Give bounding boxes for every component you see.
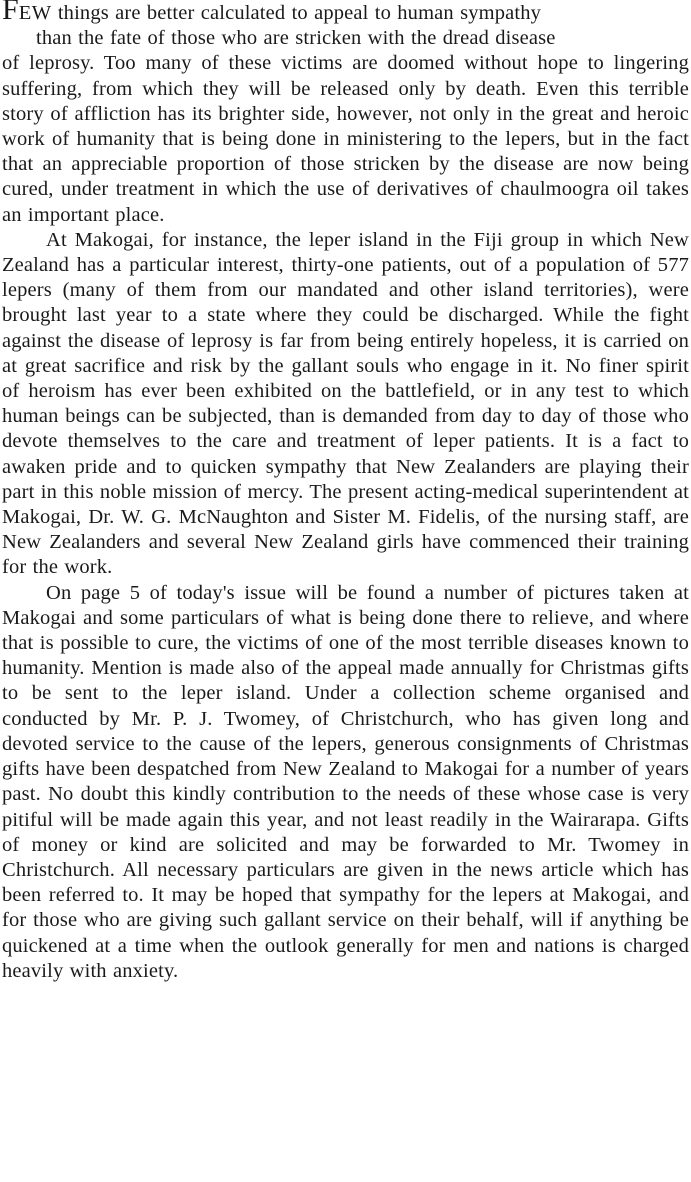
- newspaper-editorial: [2, 0, 689, 984]
- paragraph-intro: [2, 0, 689, 228]
- opening-caps: EW: [18, 2, 52, 24]
- first-line: [2, 0, 689, 26]
- first-line-text: things are better calculated to appeal to human sympathy: [51, 2, 542, 24]
- drop-cap-letter: F: [2, 0, 19, 26]
- second-line-text: than the fate of those who are stricken with the dread disease: [36, 27, 556, 50]
- paragraph-christmas-appeal: On page 5 of today's issue will be found a number of pictures taken at Makogai and some particulars of what is being done there to relieve, and where that is possible to cure, the victims of one of the most terrible diseases known to humanity. Mention is made also of the appeal made annually for Christmas gifts to be sent to the leper island. Under a collection scheme organised and conducted by Mr. P. J. Twomey, of Christchurch, who has given long and devoted service to the cause of the lepers, generous consignments of Christmas gifts have been despatched from New Zealand to Makogai for a number of years past. No doubt this kindly contribution to the needs of these whose case is very pitiful will be made again this year, and not least readily in the Wairarapa. Gifts of money or kind are solicited and may be forwarded to Mr. Twomey in Christchurch. All necessary particulars are given in the news article which has been referred to. It may be hoped that sympathy for the lepers at Makogai, and for those who are giving such gallant service on their behalf, will if anything be quickened at a time when the outlook generally for men and nations is charged heavily with anxiety.: [2, 581, 689, 982]
- paragraph-intro-body: of leprosy. Too many of these victims are doomed without hope to lingering suffering, from which they will be released only by death. Even this terrible story of affliction has its brighter side, however, not only in the great and heroic work of humanity that is being done in ministering to the lepers, but in the fact that an appreciable proportion of those stricken by the disease are now being cured, under treatment in which the use of derivatives of chaulmoogra oil takes an important place.: [2, 52, 689, 226]
- paragraph-makogai: At Makogai, for instance, the leper island in the Fiji group in which New Zealand has a particular interest, thirty-one patients, out of a population of 577 lepers (many of them from our mandated and other island territories), were brought last year to a state where they could be discharged. While the fight against the disease of leprosy is far from being entirely hopeless, it is carried on at great sacrifice and risk by the gallant souls who engage in it. No finer spirit of heroism has ever been exhibited on the battlefield, or in any test to which human beings can be subjected, than is demanded from day to day of those who devote themselves to the care and treatment of leper patients. It is a fact to awaken pride and to quicken sympathy that New Zealanders are playing their part in this noble mission of mercy. The present acting-medical superintendent at Makogai, Dr. W. G. McNaughton and Sister M. Fidelis, of the nursing staff, are New Zealanders and several New Zealand girls have commenced their training for the work.: [2, 228, 689, 579]
